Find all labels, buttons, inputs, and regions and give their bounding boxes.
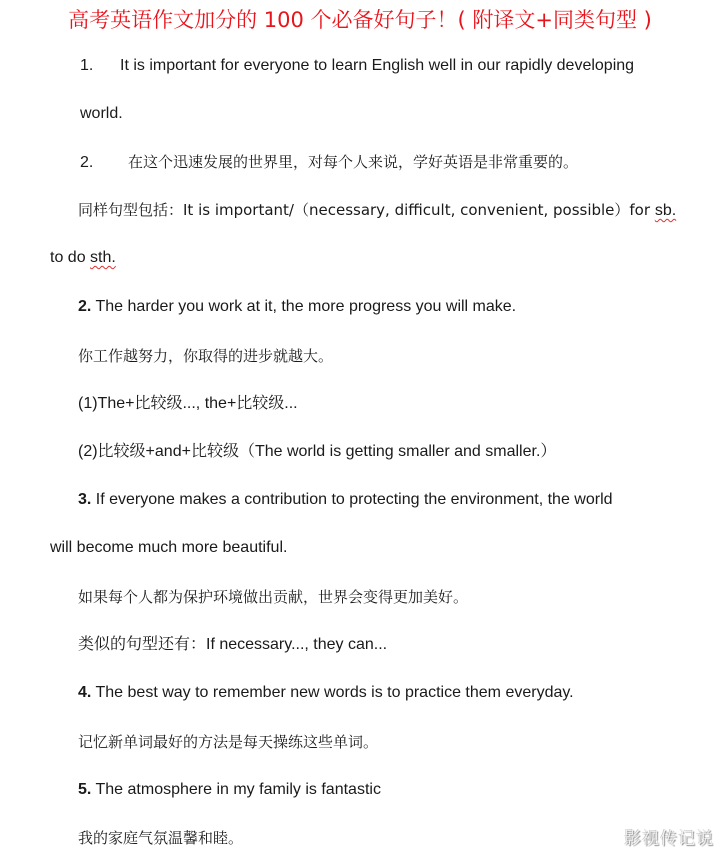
sentence-2-chinese: 你工作越努力，你取得的进步就越大。 — [78, 347, 334, 365]
pattern-text: to do — [50, 249, 91, 266]
sentence-text: The harder you work at it, the more progress you will make. — [91, 298, 517, 315]
sentence-number: 4. — [78, 684, 92, 701]
spellcheck-word: sth. — [90, 249, 116, 266]
item-1-line2: world. — [80, 105, 123, 122]
sentence-5-english — [78, 780, 381, 800]
item-2-line — [80, 152, 578, 173]
sentence-text: The best way to remember new words is to practice them everyday. — [91, 684, 574, 701]
pattern-1-line2 — [50, 248, 116, 268]
sentence-number: 5. — [78, 781, 92, 798]
item-text: 在这个迅速发展的世界里，对每个人来说，学好英语是非常重要的。 — [128, 153, 579, 171]
sentence-3-english-line1 — [78, 490, 613, 510]
sentence-2-pattern-b: (2)比较级+and+比较级（The world is getting smaller and smaller.） — [78, 443, 557, 460]
sentence-2-english — [78, 297, 516, 317]
sentence-2-pattern-a: (1)The+比较级..., the+比较级... — [78, 395, 298, 412]
pattern-1-line1 — [78, 200, 676, 221]
item-1-line1 — [80, 56, 634, 76]
sentence-3-similar: 类似的句型还有：If necessary..., they can... — [78, 636, 388, 653]
sentence-number: 2. — [78, 298, 92, 315]
sentence-number: 3. — [78, 491, 92, 508]
sentence-4-english — [78, 683, 574, 703]
pattern-text: 同样句型包括：It is important/（necessary, difficult, convenient, possible）for — [78, 201, 655, 219]
item-number: 1. — [80, 57, 94, 74]
sentence-3-chinese: 如果每个人都为保护环境做出贡献，世界会变得更加美好。 — [78, 588, 469, 606]
watermark: 影视传记说 — [624, 829, 714, 849]
sentence-text: If everyone makes a contribution to protecting the environment, the world — [91, 491, 613, 508]
spellcheck-word: sb. — [654, 202, 677, 219]
sentence-3-english-line2: will become much more beautiful. — [50, 539, 288, 556]
item-number: 2. — [80, 154, 94, 171]
sentence-5-chinese: 我的家庭气氛温馨和睦。 — [78, 829, 244, 847]
sentence-text: The atmosphere in my family is fantastic — [91, 781, 381, 798]
document-title: 高考英语作文加分的 100 个必备好句子！( 附译文+同类句型 ) — [68, 8, 652, 32]
sentence-4-chinese: 记忆新单词最好的方法是每天操练这些单词。 — [78, 733, 379, 751]
item-text: It is important for everyone to learn English well in our rapidly developing — [120, 57, 635, 74]
